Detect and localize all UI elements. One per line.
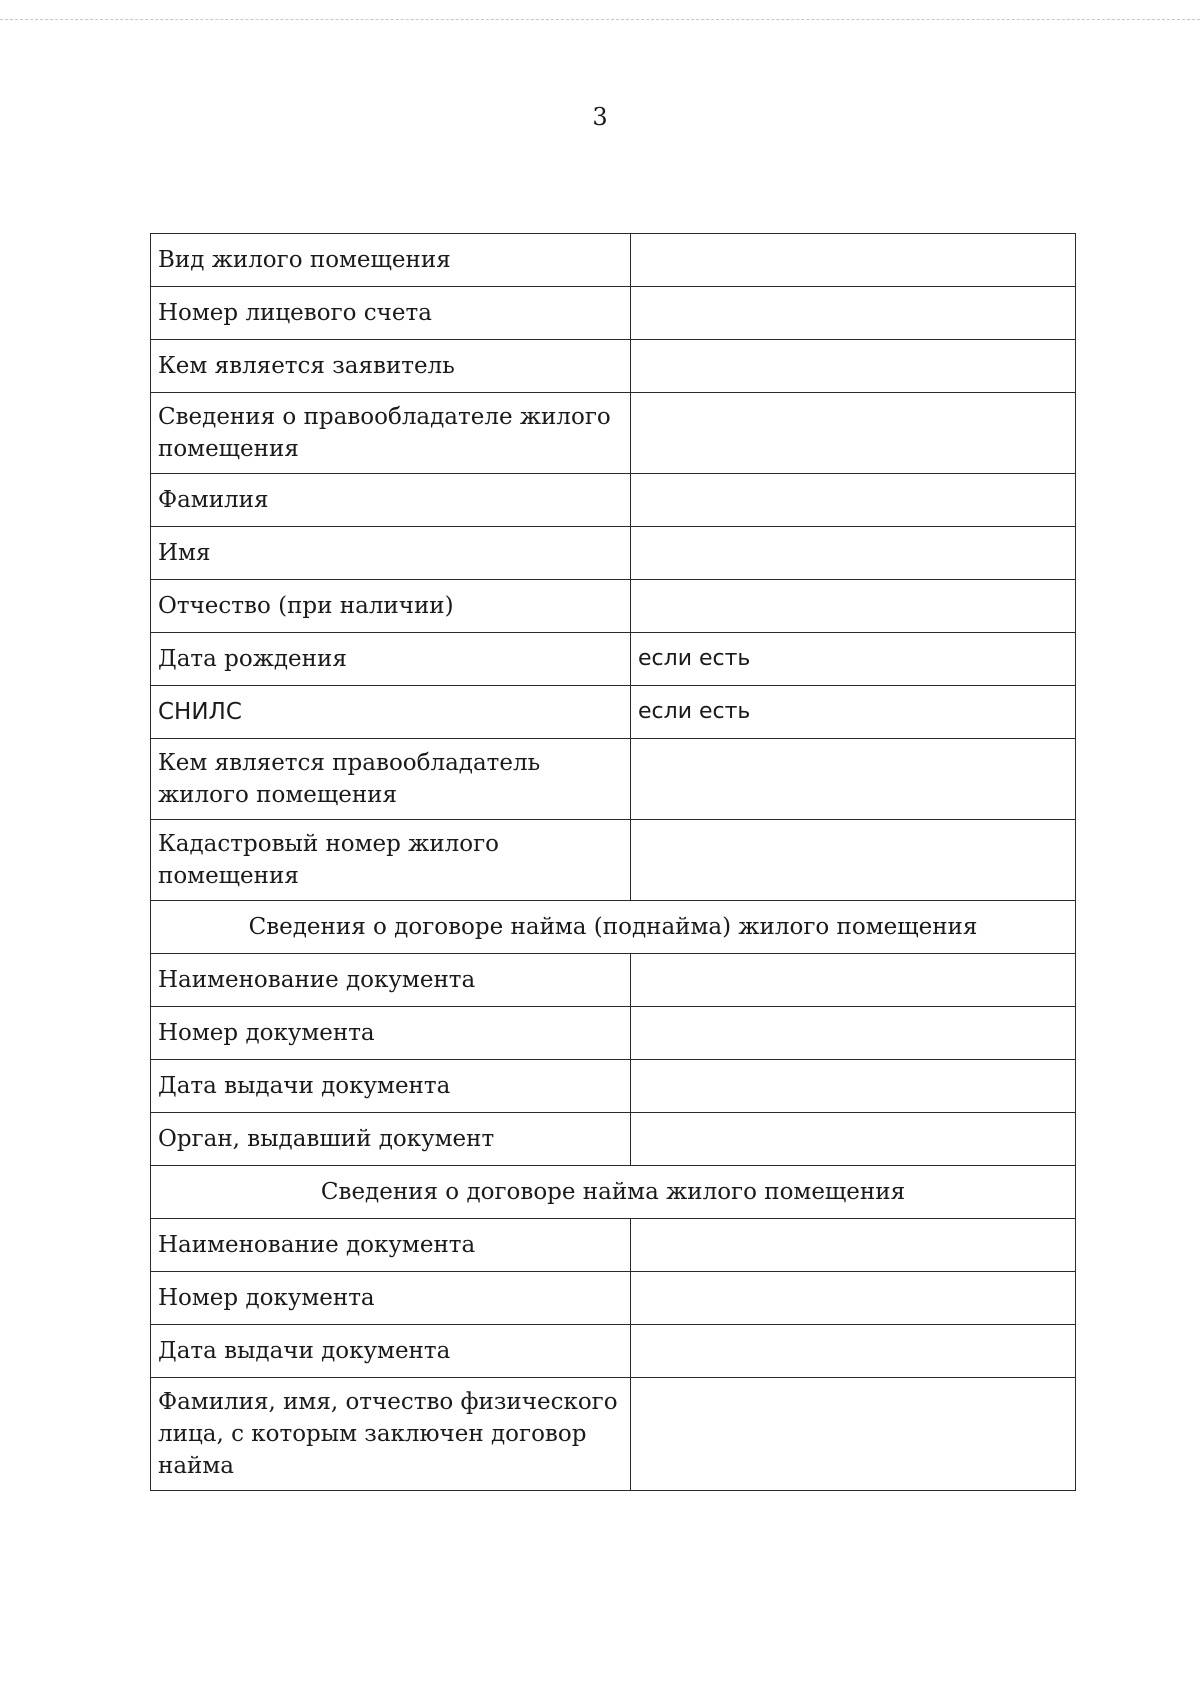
field-label: СНИЛС	[151, 686, 631, 739]
form-row-document-number	[151, 1272, 1076, 1325]
form-row-cadastral-number	[151, 820, 1076, 901]
field-label: Номер документа	[151, 1272, 631, 1325]
form-row-owner-role	[151, 739, 1076, 820]
field-label: Кем является заявитель	[151, 340, 631, 393]
field-label: Наименование документа	[151, 954, 631, 1007]
form-row-first-name	[151, 527, 1076, 580]
form-row-owner-info	[151, 393, 1076, 474]
field-value[interactable]	[631, 474, 1076, 527]
field-value[interactable]	[631, 1378, 1076, 1491]
field-label: Сведения о правообладателе жилого помещения	[151, 393, 631, 474]
field-value[interactable]	[631, 393, 1076, 474]
field-label: Дата выдачи документа	[151, 1325, 631, 1378]
field-value[interactable]	[631, 1113, 1076, 1166]
form-row-document-issue-date	[151, 1060, 1076, 1113]
form-row-patronymic	[151, 580, 1076, 633]
field-label: Отчество (при наличии)	[151, 580, 631, 633]
form-row-issuing-authority	[151, 1113, 1076, 1166]
form-row-snils	[151, 686, 1076, 739]
field-label: Фамилия	[151, 474, 631, 527]
field-label: Дата выдачи документа	[151, 1060, 631, 1113]
form-row-document-name	[151, 954, 1076, 1007]
section-heading: Сведения о договоре найма жилого помещения	[151, 1166, 1076, 1219]
field-label: Кадастровый номер жилого помещения	[151, 820, 631, 901]
field-value[interactable]	[631, 739, 1076, 820]
field-value[interactable]	[631, 234, 1076, 287]
form-row-surname	[151, 474, 1076, 527]
form-table-body	[151, 234, 1076, 1491]
field-label: Имя	[151, 527, 631, 580]
field-label: Дата рождения	[151, 633, 631, 686]
field-value[interactable]	[631, 954, 1076, 1007]
field-value[interactable]	[631, 820, 1076, 901]
field-value[interactable]	[631, 527, 1076, 580]
field-value[interactable]	[631, 1325, 1076, 1378]
form-row-applicant-role	[151, 340, 1076, 393]
field-value[interactable]	[631, 580, 1076, 633]
page-number: 3	[592, 103, 608, 131]
field-value[interactable]	[631, 340, 1076, 393]
field-label: Вид жилого помещения	[151, 234, 631, 287]
field-value[interactable]: если есть	[631, 686, 1076, 739]
field-value[interactable]	[631, 1060, 1076, 1113]
form-row-birth-date	[151, 633, 1076, 686]
field-value[interactable]: если есть	[631, 633, 1076, 686]
section-row-sublease-contract	[151, 901, 1076, 954]
field-label: Орган, выдавший документ	[151, 1113, 631, 1166]
form-row-document-name	[151, 1219, 1076, 1272]
form-row-document-issue-date	[151, 1325, 1076, 1378]
field-label: Номер лицевого счета	[151, 287, 631, 340]
field-value[interactable]	[631, 1219, 1076, 1272]
field-value[interactable]	[631, 1007, 1076, 1060]
field-label: Кем является правообладатель жилого помещения	[151, 739, 631, 820]
form-row-document-number	[151, 1007, 1076, 1060]
field-value[interactable]	[631, 1272, 1076, 1325]
form-row-tenant-full-name	[151, 1378, 1076, 1491]
field-value[interactable]	[631, 287, 1076, 340]
section-heading: Сведения о договоре найма (поднайма) жилого помещения	[151, 901, 1076, 954]
scan-edge-line	[0, 19, 1200, 20]
field-label: Фамилия, имя, отчество физического лица, с которым заключен договор найма	[151, 1378, 631, 1491]
form-row-housing-type	[151, 234, 1076, 287]
application-form-table	[150, 233, 1076, 1491]
form-row-account-number	[151, 287, 1076, 340]
section-row-lease-contract	[151, 1166, 1076, 1219]
field-label: Номер документа	[151, 1007, 631, 1060]
field-label: Наименование документа	[151, 1219, 631, 1272]
